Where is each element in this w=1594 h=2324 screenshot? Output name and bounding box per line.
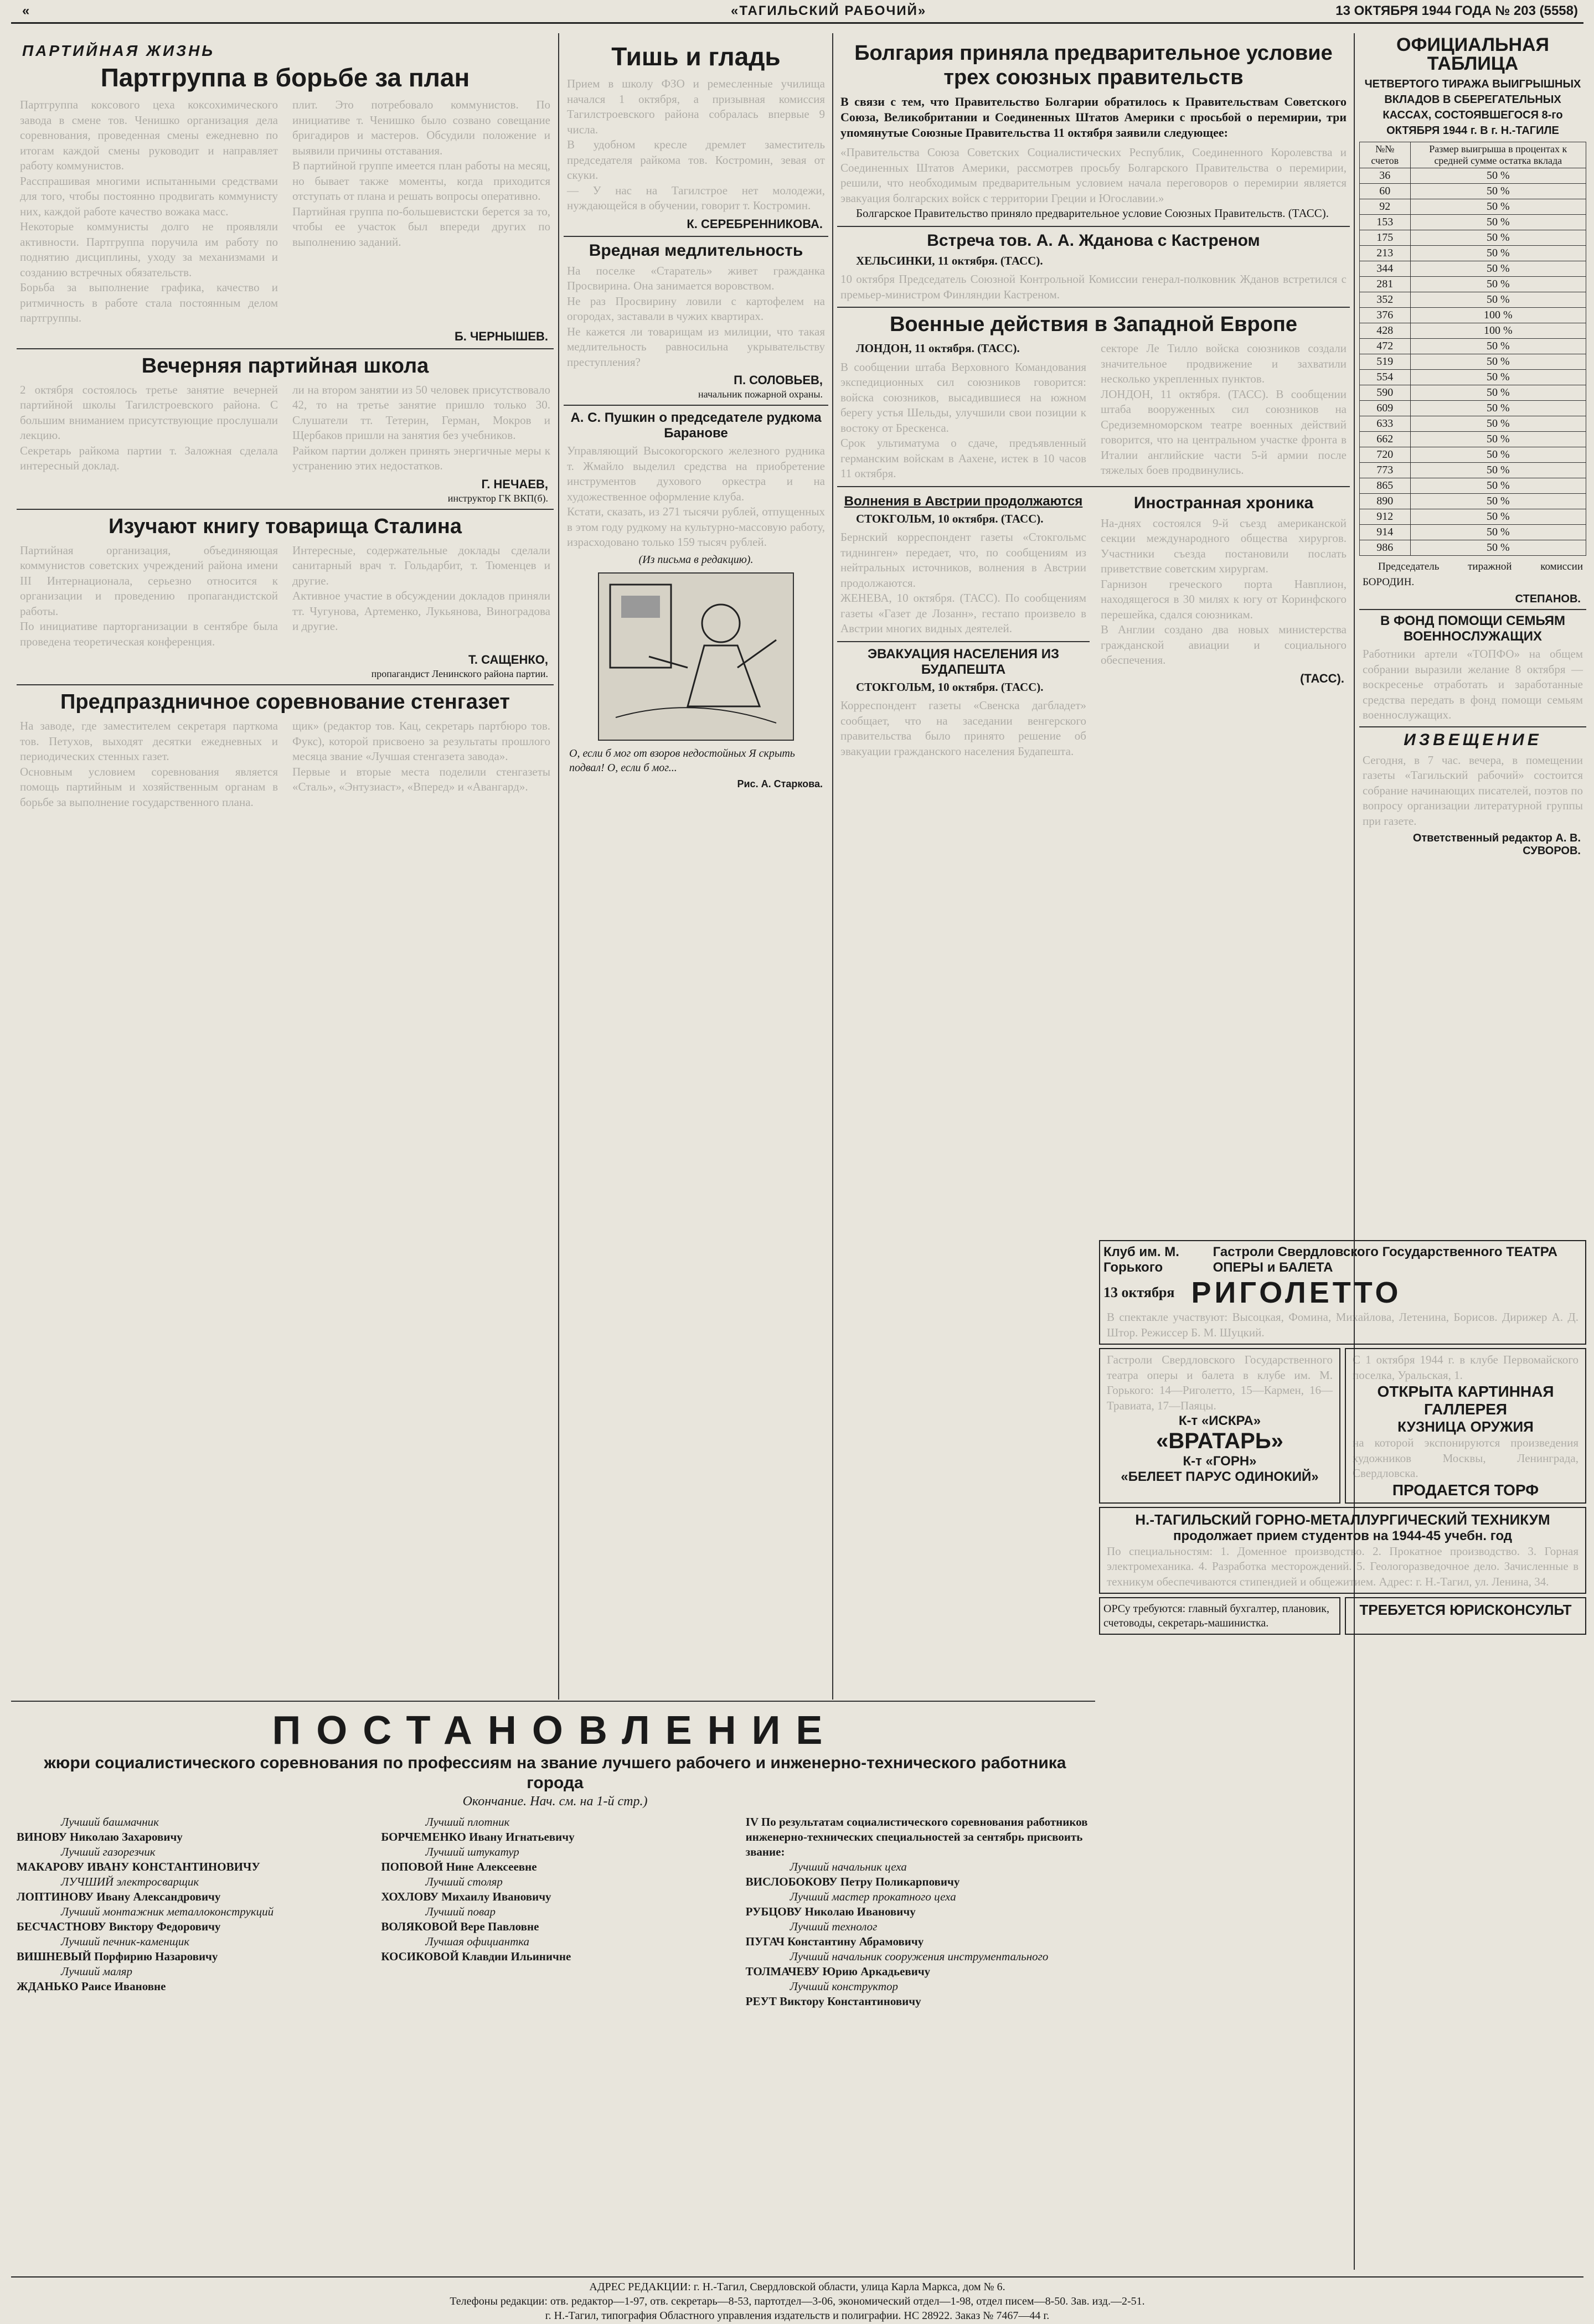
account-number: 281 — [1360, 277, 1411, 292]
film-title: «БЕЛЕЕТ ПАРУС ОДИНОКИЙ» — [1121, 1469, 1319, 1484]
ad-gallery: С 1 октября 1944 г. в клубе Первомайского поселка, Уральская, 1. ОТКРЫТА КАРТИННАЯ ГАЛЛЕРЕЯ КУЗНИЦА ОРУЖИЯ на которой экспонируются произведения художников Москвы, Ленинграда, Свердловска. ПРОДАЕТСЯ ТОРФ — [1345, 1348, 1586, 1504]
article-signature: Б. ЧЕРНЫШЕВ. — [454, 329, 548, 343]
article-signature: К. СЕРЕБРЕННИКОВА. — [687, 216, 823, 231]
prize-percent: 50 % — [1410, 370, 1586, 385]
dateline: СТОКГОЛЬМ, 10 октября. (ТАСС). — [856, 680, 1044, 694]
article-signature: П. СОЛОВЬЕВ, — [734, 373, 823, 387]
hiring-title: ТРЕБУЕТСЯ ЮРИСКОНСУЛЬТ — [1359, 1602, 1572, 1618]
account-number: 36 — [1360, 168, 1411, 184]
article-signature-sub: инструктор ГК ВКП(б). — [447, 492, 548, 504]
account-number: 662 — [1360, 432, 1411, 447]
ad-orс — [1099, 1597, 1340, 1635]
lottery-row — [1360, 463, 1586, 478]
editor-signature: Ответственный редактор А. В. СУВОРОВ. — [1412, 832, 1581, 857]
award-recipient: ТОЛМАЧЕВУ Юрию Аркадьевичу — [745, 1965, 931, 1978]
award-category: Лучший маляр — [61, 1965, 132, 1978]
lottery-subtitle: ЧЕТВЕРТОГО ТИРАЖА ВЫИГРЫШНЫХ ВКЛАДОВ В СБЕРЕГАТЕЛЬНЫХ КАССАХ, СОСТОЯВШЕГОСЯ 8-го ОКТЯБРЯ 1944 г. В г. Н.-ТАГИЛЕ — [1364, 78, 1581, 137]
theatre-name: Гастроли Свердловского Государственного ТЕАТРА ОПЕРЫ и БАЛЕТА — [1213, 1244, 1557, 1275]
ads-section — [1099, 1240, 1586, 2270]
prize-percent: 50 % — [1410, 184, 1586, 199]
decree-column-right — [746, 1815, 1093, 2009]
dateline: СТОКГОЛЬМ, 10 октября. (ТАСС). — [856, 512, 1044, 525]
account-number: 590 — [1360, 385, 1411, 401]
article-signature-sub: пропагандист Ленинского района партии. — [371, 668, 548, 679]
award-category: Лучший печник-каменщик — [61, 1935, 190, 1948]
lottery-secretary: СТЕПАНОВ. — [1515, 593, 1581, 605]
award-category: Лучший газорезчик — [61, 1845, 156, 1858]
orс-ad: ОРСу требуются: главный бухгалтер, плановик, счетоводы, секретарь-машинистка. — [1103, 1603, 1329, 1629]
account-number: 213 — [1360, 246, 1411, 261]
article-title: Военные действия в Западной Европе — [889, 313, 1297, 336]
article-signature-sub: начальник пожарной охраны. — [698, 389, 823, 400]
column-lottery: ОФИЦИАЛЬНАЯ ТАБЛИЦА ЧЕТВЕРТОГО ТИРАЖА ВЫИГРЫШНЫХ ВКЛАДОВ В СБЕРЕГАТЕЛЬНЫХ КАССАХ, СОСТОЯВШЕГОСЯ 8-го ОКТЯБРЯ 1944 г. В г. Н.-ТАГИЛЕ №№ счетов Размер выигрыша в процентах к средней сумме остатка вклада 36 50 % 60 50 % 92 50 % 153 50 % 175 50 % 213 50 % 344 50 % 281 50 % 352 50 % 376 100 % 428 100 % 472 50 % 519 50 % 554 50 % 590 50 % 609 50 % 633 50 % 662 50 % 720 50 % 773 50 % 865 50 % 890 50 % 912 50 % 914 50 % 986 50 % Председатель тиражной комиссии БОРОДИН. СТЕПАНОВ. В ФОНД ПОМОЩИ СЕМЬЯМ ВОЕННОСЛУЖАЩИХ Работники артели «ТОПФО» на общем собрании выразили желание 8 октября — воскресенье отработать и заработанные средства передать в фонд помощи семьям военнослужащих. ИЗВЕЩЕНИЕ Сегодня, в 7 час. вечера, в помещении газеты «Тагильский рабочий» состоится собрание начинающих писателей, поэтов по вопросу организации литературной группы при газете. Ответственный редактор А. В. СУВОРОВ. — [1359, 33, 1586, 1240]
decree-continuation: Окончание. Нач. см. на 1-й стр.) — [462, 1794, 648, 1809]
lottery-row — [1360, 277, 1586, 292]
exhibit-subtitle: КУЗНИЦА ОРУЖИЯ — [1397, 1418, 1534, 1435]
lottery-row — [1360, 416, 1586, 432]
article-signature: Т. САЩЕНКО, — [468, 653, 548, 667]
prize-percent: 50 % — [1410, 463, 1586, 478]
column-foreign-news: Болгария приняла предварительное условие трех союзных правительств В связи с тем, что Правительство Болгарии обратилось к Правительствам Советского Союза, Великобритании и Соединенных Штатов Америки с просьбой о перемирии, три упомянутые Союзные Правительства 11 октября заявили следующее: «Правительства Союза Советских Социалистических Республик, Соединенного Королевства и Соединенных Штатов Америки, рассмотрев просьбу Болгарского Правительства о перемирии, решили, что необходимым предварительным условием начала переговоров о перемирии является эвакуация болгарских войск с территории Греции и Югославии.» Болгарское Правительство приняло предварительное условие Союзных Правительств. (ТАСС). Встреча тов. А. А. Жданова с Кастреном ХЕЛЬСИНКИ, 11 октября. (ТАСС). 10 октября Председатель Союзной Контрольной Комиссии генерал-полковник Жданов встретился с премьер-министром Финляндии Кастреном. Военные действия в Западной Европе ЛОНДОН, 11 октября. (ТАСС). В сообщении штаба Верховного Командования экспедиционных сил союзников говорится: войска союзников, высадившиеся на южном берегу устья Шельды, улучшили свои позиции к востоку от Брескенса. Срок ультиматума о сдаче, предъявленный германским войскам в Аахене, истек в 10 часов 11 октября. секторе Ле Тилло войска союзников создали значительное продвижение и захватили несколько укрепленных пунктов. ЛОНДОН, 11 октября. (ТАСС). В сообщении штаба вооруженных сил союзников на Средиземноморском театре военных действий говорится, что на центральном участке фронта в Италии английские части 5-й армии после тяжелых боев продвинулись. Волнения в Австрии продолжаются СТОКГОЛЬМ, 10 октября. (ТАСС). Бернский корреспондент газеты «Стокгольмс тиднинген» передает, что, по сообщениям из нейтральных источников, волнения в Австрии продолжаются. ЖЕНЕВА, 10 октября. (ТАСС). По сообщениям газеты «Газет де Лозанн», гестапо произвело в Австрии многих видных деятелей. ЭВАКУАЦИЯ НАСЕЛЕНИЯ ИЗ БУДАПЕШТА СТОКГОЛЬМ, 10 октября. (ТАСС). Корреспондент газеты «Свенска дагбладет» сообщает, что на заседании венгерского правительства было принято решение об эвакуации гражданского населения Будапешта. Иностранная хроника На-днях состоялся 9-й съезд американской секции международного общества хирургов. Участники съезда постановили послать приветствие советским хирургам. Гарнизон греческого порта Навплион, находящегося в 30 милях к югу от Коринфского перешейка, сдался союзникам. В Англии создано два новых министерства гражданской авиации и социального обеспечения. (ТАСС). — [837, 39, 1350, 1700]
lottery-col-prize: Размер выигрыша в процентах к средней сумме остатка вклада — [1410, 142, 1586, 168]
lottery-row — [1360, 199, 1586, 215]
award-recipient: МАКАРОВУ ИВАНУ КОНСТАНТИНОВИЧУ — [17, 1860, 260, 1873]
ad-repertoire: Гастроли Свердловского Государственного театра оперы и балета в клубе им. М. Горького: 14—Риголетто, 15—Кармен, 16—Травиата, 17—Паяцы. К-т «ИСКРА» «ВРАТАРЬ» К-т «ГОРН» «БЕЛЕЕТ ПАРУС ОДИНОКИЙ» — [1099, 1348, 1340, 1504]
lottery-row — [1360, 323, 1586, 339]
footer-print: г. Н.-Тагил, типография Областного управления издательств и полиграфии. НС 28922. Заказ № 7467—44 г. — [545, 2310, 1050, 2322]
masthead-left: « — [22, 3, 30, 18]
award-recipient: РУБЦОВУ Николаю Ивановичу — [745, 1905, 916, 1918]
lottery-row — [1360, 184, 1586, 199]
prize-percent: 50 % — [1410, 509, 1586, 525]
award-category: Лучший мастер прокатного цеха — [790, 1890, 956, 1903]
lottery-row — [1360, 370, 1586, 385]
dateline: ЛОНДОН, 11 октября. (ТАСС). — [856, 342, 1020, 355]
prize-percent: 50 % — [1410, 199, 1586, 215]
tass-credit: (ТАСС). — [1300, 671, 1344, 685]
account-number: 175 — [1360, 230, 1411, 246]
lottery-row — [1360, 261, 1586, 277]
account-number: 554 — [1360, 370, 1411, 385]
cartoon-caption: О, если б мог от взоров недостойных Я скрыть подвал! О, если б мог... — [569, 747, 795, 774]
account-number: 773 — [1360, 463, 1411, 478]
exhibit-title: ОТКРЫТА КАРТИННАЯ ГАЛЛЕРЕЯ — [1377, 1383, 1554, 1418]
award-recipient: КОСИКОВОЙ Клавдии Ильиничне — [381, 1950, 571, 1963]
article-body: Партгруппа коксового цеха коксохимического завода в смене тов. Ченишко организация дела соревнования, проведенная смены ежедневно по итогам каждой смены руководит и направляет работу коммунистов. Расспрашивая многими испытанными средствами для того, чтобы постоянно продвигать коммунисту них, каждой работе качество вожака масс. Некоторые коммунисты долго не проявляли активности. Партгруппа поручила им работу по поднятию дисциплины, уходу за механизмами и созданию встречных обязательств. Борьба за выполнение графика, качество и ритмичность в работе стала постоянным делом партгруппы. плит. Это потребовало коммунистов. По инициативе т. Ченишко было созвано совещание бригадиров и мастеров. Обсудили положение и выявили причины отставания. В партийной группе имеется план работы на месяц, но бывает также моменты, когда приходится отступать от плана и решать вопросы оперативно. Партийная группа по-большевистски берется за то, чтобы ее участок был впереди других по выполнению заданий. — [20, 98, 550, 324]
article-end: Болгарское Правительство приняло предварительное условие Союзных Правительств. (ТАСС). — [856, 206, 1329, 220]
prize-percent: 50 % — [1410, 525, 1586, 540]
prize-percent: 50 % — [1410, 385, 1586, 401]
cinema-name: К-т «ГОРН» — [1183, 1454, 1257, 1469]
account-number: 914 — [1360, 525, 1411, 540]
prize-percent: 50 % — [1410, 230, 1586, 246]
lottery-chair: Председатель тиражной комиссии БОРОДИН. — [1363, 561, 1583, 588]
article-body: ЛОНДОН, 11 октября. (ТАСС). В сообщении штаба Верховного Командования экспедиционных сил союзников говорится: войска союзников, высадившиеся на южном берегу устья Шельды, улучшили свои позиции к востоку от Брескенса. Срок ультиматума о сдаче, предъявленный германским войскам в Аахене, истек в 10 часов 11 октября. секторе Ле Тилло войска союзников создали значительное продвижение и захватили несколько укрепленных пунктов. ЛОНДОН, 11 октября. (ТАСС). В сообщении штаба вооруженных сил союзников на Средиземноморском театре военных действий говорится, что на центральном участке фронта в Италии английские части 5-й армии после тяжелых боев продвинулись. — [840, 342, 1347, 480]
award-recipient: РЕУТ Виктору Константиновичу — [745, 1995, 921, 2008]
account-number: 890 — [1360, 494, 1411, 509]
article-signature: Г. НЕЧАЕВ, — [481, 477, 548, 491]
lottery-row — [1360, 540, 1586, 556]
lottery-row — [1360, 509, 1586, 525]
award-recipient: ПУГАЧ Константину Абрамовичу — [745, 1935, 924, 1948]
article-title: Тишь и гладь — [611, 42, 781, 71]
cartoon-illustration — [598, 572, 794, 741]
article-body: Партийная организация, объединяющая коммунистов советских учреждений района имени III Интернационала, серьезно относится к организации и проведению пропагандистской работы. По инициативе парторганизации в сентябре была проведена теоретическая конференция. Интересные, содержательные доклады сделали санитарный врач т. Гольдарбит, т. Тюменцев и другие. Активное участие в обсуждении докладов приняли тт. Чугунова, Артеменко, Лукьянова, Виноградова и другие. — [20, 543, 550, 648]
lottery-table — [1359, 142, 1586, 556]
column-party-life — [17, 39, 554, 1700]
award-category: ЛУЧШИЙ электросварщик — [61, 1875, 199, 1888]
lottery-row — [1360, 308, 1586, 323]
account-number: 912 — [1360, 509, 1411, 525]
account-number: 720 — [1360, 447, 1411, 463]
film-title: «ВРАТАРЬ» — [1156, 1429, 1283, 1453]
award-category: Лучший повар — [425, 1905, 496, 1918]
article-title: А. С. Пушкин о председателе рудкома Баранове — [570, 410, 822, 441]
prize-percent: 50 % — [1410, 339, 1586, 354]
article-title: ЭВАКУАЦИЯ НАСЕЛЕНИЯ ИЗ БУДАПЕШТА — [868, 646, 1059, 677]
lottery-row — [1360, 292, 1586, 308]
rubric: ПАРТИЙНАЯ ЖИЗНЬ — [22, 42, 215, 59]
account-number: 865 — [1360, 478, 1411, 494]
award-category: Лучший начальник сооружения инструментального — [790, 1950, 1049, 1963]
account-number: 428 — [1360, 323, 1411, 339]
show-date: 13 октября — [1103, 1284, 1175, 1300]
account-number: 376 — [1360, 308, 1411, 323]
award-category: Лучший столяр — [425, 1875, 503, 1888]
account-number: 60 — [1360, 184, 1411, 199]
article-body: На заводе, где заместителем секретаря парткома тов. Петухов, выходят десятки ежедневных и периодических стенных газет. Основным условием соревнования является помощь партийным и хозяйственным органам в борьбе за выполнение государственного плана. щик» (редактор тов. Кац, секретарь партбюро тов. Фукс), которой присвоено за результаты прошлого месяца звание «Лучшая стенгазета завода». Первые и вторые места поделили стенгазеты «Сталь», «Энтузиаст», «Вперед» и «Авангард». — [20, 719, 550, 809]
peat-ad: ПРОДАЕТСЯ ТОРФ — [1392, 1481, 1539, 1499]
footer-phones: Телефоны редакции: отв. редактор—1-97, отв. секретарь—8-53, партотдел—3-06, экономический отдел—1-98, отдел писем—8-50. Зав. изд.—2-51. — [450, 2295, 1145, 2307]
award-recipient: ВИНОВУ Николаю Захаровичу — [17, 1830, 183, 1843]
school-subtitle: продолжает прием студентов на 1944-45 учебн. год — [1173, 1528, 1513, 1543]
lottery-col-accounts: №№ счетов — [1360, 142, 1411, 168]
dateline: ХЕЛЬСИНКИ, 11 октября. (ТАСС). — [856, 254, 1043, 267]
ad-hiring — [1345, 1597, 1586, 1635]
decree-column-middle — [381, 1815, 729, 2009]
masthead — [11, 0, 1583, 24]
award-recipient: ВИШНЕВЫЙ Порфирию Назаровичу — [17, 1950, 218, 1963]
section-rule — [11, 1701, 1095, 1702]
prize-percent: 50 % — [1410, 246, 1586, 261]
lottery-row — [1360, 385, 1586, 401]
prize-percent: 50 % — [1410, 401, 1586, 416]
account-number: 633 — [1360, 416, 1411, 432]
cartoon-drawing-icon — [599, 574, 791, 737]
lottery-row — [1360, 494, 1586, 509]
decree-right-head: IV По результатам социалистического соревнования работников инженерно-технических специальностей за сентябрь присвоить звание: — [745, 1815, 1088, 1858]
lottery-row — [1360, 339, 1586, 354]
notice-title: ИЗВЕЩЕНИЕ — [1404, 730, 1542, 749]
prize-percent: 50 % — [1410, 354, 1586, 370]
account-number: 519 — [1360, 354, 1411, 370]
account-number: 986 — [1360, 540, 1411, 556]
award-recipient: ЖДАНЬКО Раисе Ивановне — [17, 1980, 166, 1993]
account-number: 153 — [1360, 215, 1411, 230]
lottery-row — [1360, 401, 1586, 416]
lottery-row — [1360, 246, 1586, 261]
award-recipient: ХОХЛОВУ Михаилу Ивановичу — [381, 1890, 551, 1903]
article-title: Предпраздничное соревнование стенгазет — [60, 690, 510, 714]
prize-percent: 100 % — [1410, 308, 1586, 323]
article-title: Болгария приняла предварительное условие трех союзных правительств — [854, 42, 1333, 89]
column-rule — [832, 33, 833, 1700]
prize-percent: 50 % — [1410, 478, 1586, 494]
account-number: 92 — [1360, 199, 1411, 215]
article-title: Партгруппа в борьбе за план — [100, 63, 470, 92]
article-title: Вредная медлительность — [589, 241, 803, 260]
article-title: Иностранная хроника — [1133, 493, 1314, 512]
cartoon-credit: Рис. А. Старкова. — [737, 778, 823, 789]
award-recipient: ЛОПТИНОВУ Ивану Александровичу — [17, 1890, 221, 1903]
lottery-row — [1360, 215, 1586, 230]
award-category: Лучший монтажник металлоконструкций — [61, 1905, 274, 1918]
prize-percent: 50 % — [1410, 292, 1586, 308]
school-title: Н.-ТАГИЛЬСКИЙ ГОРНО-МЕТАЛЛУРГИЧЕСКИЙ ТЕХНИКУМ — [1135, 1511, 1550, 1528]
award-category: Лучший конструктор — [790, 1980, 899, 1993]
issue-date: 13 ОКТЯБРЯ 1944 ГОДА № 203 (5558) — [1335, 3, 1578, 18]
award-category: Лучший технолог — [790, 1920, 878, 1933]
column-middle: Тишь и гладь Прием в школу ФЗО и ремесленные училища начался 1 октября, а призывная комиссия Тагилстроевского района собралась впервые 9 числа. В удобном кресле дремлет заместитель председателя райкома тов. Костромин, зевая от скуки. — У нас на Тагилстрое нет молодежи, нуждающейся в обучении, говорит т. Костромин. К. СЕРЕБРЕННИКОВА. Вредная медлительность На поселке «Старатель» живет гражданка Просвирина. Она занимается воровством. Не раз Просвирину ловили с картофелем на огородах, заставали в чужих квартирах. Не кажется ли товарищам из милиции, что такая медлительность равносильна укрывательству преступления? П. СОЛОВЬЕВ, начальник пожарной охраны. А. С. Пушкин о председателе рудкома Баранове Управляющий Высокогорского железного рудника т. Жмайло выделил средства на приобретение инструментов духового оркестра и на художественное оформление клуба. Кстати, сказать, из 271 тысячи рублей, отпущенных в этом году рудкому на культурно-массовую работу, израсходовано только 159 тысяч рублей. (Из письма в редакцию). О, если б мог от взоров недостойных Я скрыть подвал! О, если б мог... Рис. А. Старкова. — [564, 39, 828, 1700]
club-name: Клуб им. М. Горького — [1103, 1244, 1179, 1275]
lottery-row — [1360, 230, 1586, 246]
letter-note: (Из письма в редакцию). — [638, 553, 754, 566]
prize-percent: 50 % — [1410, 277, 1586, 292]
prize-percent: 50 % — [1410, 261, 1586, 277]
prize-percent: 50 % — [1410, 432, 1586, 447]
lottery-row — [1360, 354, 1586, 370]
decree-subtitle: жюри социалистического соревнования по профессиям на звание лучшего рабочего и инженерно-технического работника города — [44, 1754, 1066, 1792]
fund-title: В ФОНД ПОМОЩИ СЕМЬЯМ ВОЕННОСЛУЖАЩИХ — [1380, 613, 1566, 644]
opera-title: РИГОЛЕТТО — [1191, 1276, 1402, 1309]
article-title: Волнения в Австрии продолжаются — [844, 493, 1083, 509]
article-title: Изучают книгу товарища Сталина — [109, 514, 462, 538]
lottery-row — [1360, 525, 1586, 540]
prize-percent: 50 % — [1410, 447, 1586, 463]
article-title: Вечерняя партийная школа — [141, 354, 429, 378]
account-number: 472 — [1360, 339, 1411, 354]
lottery-row — [1360, 168, 1586, 184]
article-lead: В связи с тем, что Правительство Болгарии обратилось к Правительствам Советского Союза, Великобритании и Соединенных Штатов Америки с просьбой о перемирии, три упомянутые Союзные Правительства 11 октября заявили следующее: — [840, 95, 1347, 140]
newspaper-name: «ТАГИЛЬСКИЙ РАБОЧИЙ» — [731, 3, 927, 18]
prize-percent: 50 % — [1410, 168, 1586, 184]
prize-percent: 50 % — [1410, 494, 1586, 509]
column-rule — [558, 33, 559, 1700]
award-category: Лучший башмачник — [61, 1815, 159, 1829]
lottery-title: ОФИЦИАЛЬНАЯ ТАБЛИЦА — [1396, 34, 1549, 74]
award-recipient: ПОПОВОЙ Нине Алексеевне — [381, 1860, 537, 1873]
award-category: Лучший начальник цеха — [790, 1860, 907, 1873]
article-title: Встреча тов. А. А. Жданова с Кастреном — [927, 231, 1260, 250]
award-category: Лучший штукатур — [425, 1845, 519, 1858]
lottery-row — [1360, 432, 1586, 447]
lottery-row — [1360, 478, 1586, 494]
award-recipient: ВИСЛОБОКОВУ Петру Поликарповичу — [745, 1875, 960, 1888]
award-recipient: ВОЛЯКОВОЙ Вере Павловне — [381, 1920, 539, 1933]
decree-column-left — [17, 1815, 364, 2009]
decree-title: ПОСТАНОВЛЕНИЕ — [272, 1708, 838, 1753]
account-number: 609 — [1360, 401, 1411, 416]
account-number: 352 — [1360, 292, 1411, 308]
account-number: 344 — [1360, 261, 1411, 277]
award-recipient: БЕСЧАСТНОВУ Виктору Федоровичу — [17, 1920, 221, 1933]
cinema-name: К-т «ИСКРА» — [1178, 1413, 1261, 1428]
ad-school: Н.-ТАГИЛЬСКИЙ ГОРНО-МЕТАЛЛУРГИЧЕСКИЙ ТЕХНИКУМ продолжает прием студентов на 1944-45 учебн. год По специальностям: 1. Доменное производство. 2. Прокатное производство. 3. Горная электромеханика. 4. Разработка месторождений. 5. Геологоразведочное дело. Зачисленные в техникум обеспечиваются стипендией и общежитием. Адрес: г. Н.-Тагил, ул. Ленина, 34. — [1099, 1507, 1586, 1594]
article-body: 2 октября состоялось третье занятие вечерней партийной школы Тагилстроевского района. С большим вниманием присутствующие прослушали лекцию. Секретарь райкома партии т. Заложная сделала интересный доклад. ли на втором занятии из 50 человек присутствовало 42, то на третье занятие пришло только 30. Слушатели тт. Тетерин, Герман, Мокров и Щербаков пришли на занятия без учебников. Райком партии должен принять энергичные меры к устранению этих недостатков. — [20, 383, 550, 472]
prize-percent: 50 % — [1410, 416, 1586, 432]
prize-percent: 100 % — [1410, 323, 1586, 339]
footer — [11, 2276, 1583, 2323]
footer-address: АДРЕС РЕДАКЦИИ: г. Н.-Тагил, Свердловской области, улица Карла Маркса, дом № 6. — [589, 2281, 1005, 2293]
ad-theatre: Клуб им. М. Горького Гастроли Свердловского Государственного ТЕАТРА ОПЕРЫ и БАЛЕТА 13 октября РИГОЛЕТТО В спектакле участвуют: Высоцкая, Фомина, Михайлова, Летенина, Борисов. Дирижер А. Д. Штор. Режиссер Б. М. Шуцкий. — [1099, 1240, 1586, 1345]
prize-percent: 50 % — [1410, 540, 1586, 556]
lottery-row — [1360, 447, 1586, 463]
award-category: Лучшая официантка — [425, 1935, 530, 1948]
award-category: Лучший плотник — [425, 1815, 510, 1829]
prize-percent: 50 % — [1410, 215, 1586, 230]
decree-section — [17, 1708, 1093, 2273]
award-recipient: БОРЧЕМЕНКО Ивану Игнатьевичу — [381, 1830, 575, 1843]
